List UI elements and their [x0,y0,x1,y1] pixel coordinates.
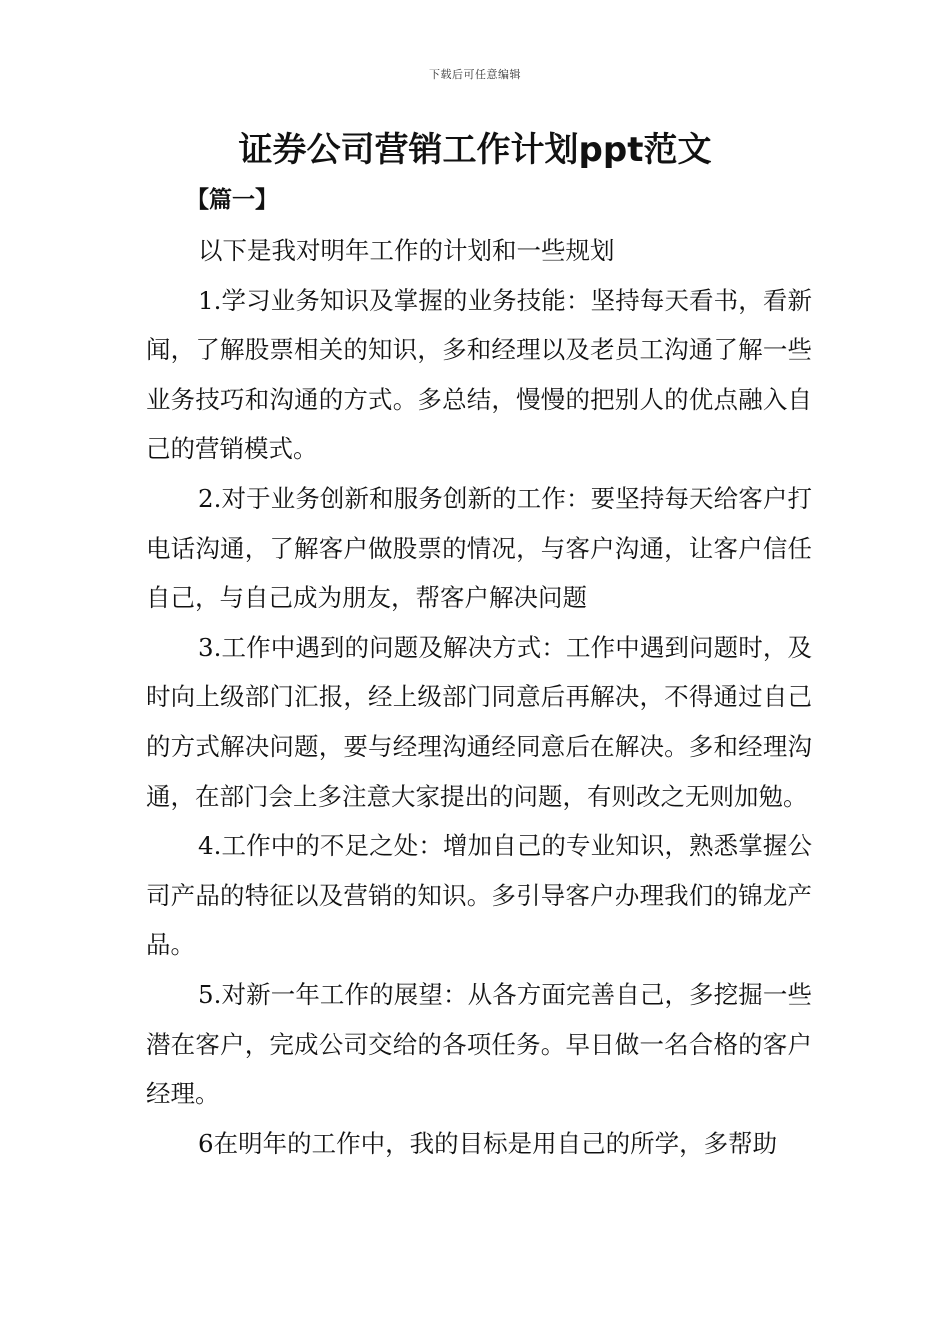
paragraph-item-2: 2.对于业务创新和服务创新的工作：要坚持每天给客户打电话沟通，了解客户做股票的情况，与客户沟通，让客户信任自己，与自己成为朋友，帮客户解决问题 [146,483,812,613]
header-note: 下载后可任意编辑 [429,68,521,81]
document-title: 证券公司营销工作计划ppt范文 [238,130,712,170]
paragraph-item-5: 5.对新一年工作的展望：从各方面完善自己，多挖掘一些潜在客户，完成公司交给的各项任务。早日做一名合格的客户经理。 [146,979,812,1109]
paragraph-item-1: 1.学习业务知识及掌握的业务技能：坚持每天看书，看新闻，了解股票相关的知识，多和经理以及老员工沟通了解一些业务技巧和沟通的方式。多总结，慢慢的把别人的优点融入自己的营销模式。 [146,285,812,464]
paragraph-intro: 以下是我对明年工作的计划和一些规划 [198,236,615,265]
section-label: 【篇一】 [186,187,278,213]
paragraph-item-3: 3.工作中遇到的问题及解决方式：工作中遇到问题时，及时向上级部门汇报，经上级部门同意后再解决，不得通过自己的方式解决问题，要与经理沟通经同意后在解决。多和经理沟通，在部门会上多注意大家提出的问题，有则改之无则加勉。 [146,632,812,811]
paragraph-item-4: 4.工作中的不足之处：增加自己的专业知识，熟悉掌握公司产品的特征以及营销的知识。多引导客户办理我们的锦龙产品。 [146,831,812,960]
document-body [146,226,812,1168]
paragraph-item-6: 6在明年的工作中，我的目标是用自己的所学，多帮助 [198,1128,778,1158]
